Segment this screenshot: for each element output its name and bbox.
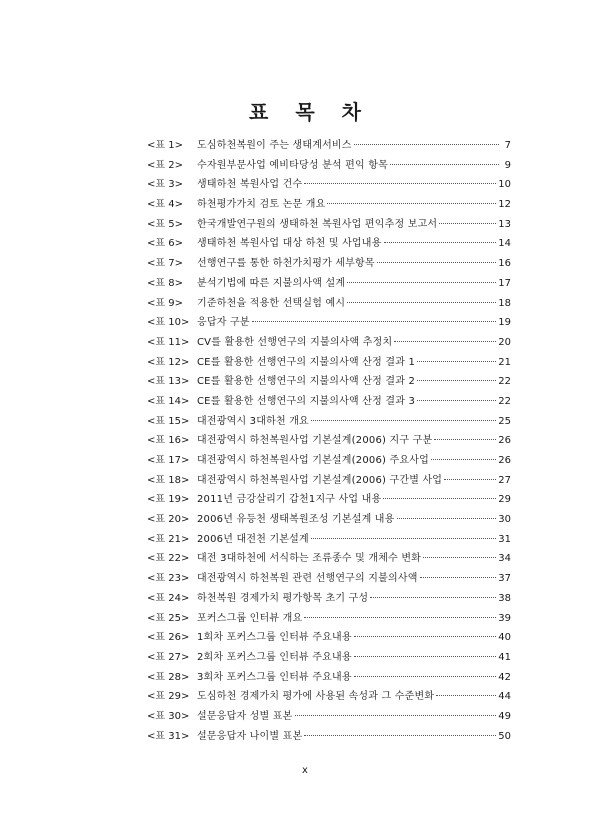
- toc-dot-leader: [384, 242, 497, 243]
- toc-entry-label: <표 28>: [147, 671, 190, 683]
- toc-entry-label: <표 12>: [147, 356, 190, 368]
- toc-entry-label: <표 10>: [147, 317, 190, 329]
- toc-entry-label: <표 1>: [147, 140, 183, 151]
- toc-entry-title: CV를 활용한 선행연구의 지불의사액 추정치: [197, 336, 393, 348]
- toc-entry[interactable]: [147, 372, 511, 392]
- toc-dot-leader: [423, 557, 496, 558]
- toc-entry[interactable]: [147, 333, 511, 353]
- toc-entry[interactable]: [147, 156, 511, 176]
- toc-dot-leader: [347, 302, 496, 303]
- toc-entry-page-number: 50: [498, 730, 511, 742]
- toc-entry-page-number: 31: [498, 533, 511, 545]
- toc-entry-page-number: 26: [498, 435, 511, 447]
- toc-entry-label: <표 24>: [147, 592, 190, 604]
- toc-dot-leader: [354, 676, 497, 677]
- toc-entry[interactable]: [147, 294, 511, 314]
- toc-entry-title: CE를 활용한 선행연구의 지불의사액 산정 결과 2: [197, 376, 416, 388]
- toc-entry-label: <표 30>: [147, 710, 190, 722]
- toc-entry-title: 도심하천복원이 주는 생태계서비스: [197, 140, 352, 151]
- toc-entry-page-number: 16: [498, 258, 511, 270]
- toc-entry-title: 한국개발연구원의 생태하천 복원사업 편익추정 보고서: [197, 218, 438, 230]
- toc-entry[interactable]: [147, 707, 511, 727]
- toc-entry-title: 선행연구를 통한 하천가치평가 세부항목: [197, 258, 375, 270]
- toc-entry-title: 대전광역시 3대하천 개요: [197, 415, 309, 427]
- toc-entry[interactable]: [147, 549, 511, 569]
- toc-dot-leader: [354, 144, 499, 145]
- toc-entry-page-number: 22: [498, 395, 511, 407]
- toc-entry[interactable]: [147, 490, 511, 510]
- toc-entry-page-number: 26: [498, 455, 511, 466]
- toc-entry-page-number: 21: [498, 356, 511, 368]
- toc-entry-title: 포커스그룹 인터뷰 개요: [197, 612, 303, 624]
- toc-entry-title: 대전 3대하천에 서식하는 조류종수 및 개체수 변화: [197, 553, 422, 565]
- toc-entry-label: <표 20>: [147, 514, 190, 526]
- toc-dot-leader: [390, 164, 499, 165]
- toc-entry-page-number: 19: [498, 317, 511, 329]
- toc-entry-label: <표 3>: [147, 179, 183, 191]
- toc-entry-page-number: 41: [498, 651, 511, 663]
- toc-entry[interactable]: [147, 628, 511, 648]
- toc-entry-page-number: 13: [498, 218, 511, 230]
- toc-dot-leader: [394, 341, 496, 342]
- toc-entry-title: 분석기법에 따른 지불의사액 설계: [197, 277, 346, 289]
- toc-dot-leader: [417, 400, 496, 401]
- toc-dot-leader: [383, 498, 496, 499]
- toc-entry[interactable]: [147, 609, 511, 629]
- toc-entry[interactable]: [147, 313, 511, 333]
- toc-entry-title: 대전광역시 하천복원 관련 선행연구의 지불의사액: [197, 573, 418, 585]
- toc-dot-leader: [377, 262, 497, 263]
- toc-entry-label: <표 18>: [147, 474, 190, 486]
- toc-dot-leader: [397, 518, 497, 519]
- toc-entry[interactable]: [147, 175, 511, 195]
- toc-entry-label: <표 11>: [147, 336, 190, 348]
- toc-entry[interactable]: [147, 234, 511, 254]
- toc-entry-title: 생태하천 복원사업 대상 하천 및 사업내용: [197, 238, 382, 250]
- toc-entry[interactable]: [147, 195, 511, 215]
- toc-dot-leader: [311, 538, 496, 539]
- toc-entry-title: 도심하천 경제가치 평가에 사용된 속성과 그 수준변화: [197, 691, 435, 703]
- toc-entry-label: <표 13>: [147, 376, 190, 388]
- toc-entry-page-number: 40: [498, 632, 511, 644]
- toc-dot-leader: [304, 735, 496, 736]
- page-number: x: [302, 765, 308, 776]
- toc-entry-title: 하천평가가치 검토 논문 개요: [197, 199, 326, 211]
- toc-dot-leader: [304, 183, 496, 184]
- toc-entry[interactable]: [147, 274, 511, 294]
- toc-entry-page-number: 18: [498, 297, 511, 309]
- toc-entry-page-number: 22: [498, 376, 511, 388]
- toc-entry-title: 대전광역시 하천복원사업 기본설계(2006) 주요사업: [197, 455, 429, 466]
- toc-entry-label: <표 2>: [147, 159, 183, 171]
- toc-dot-leader: [354, 656, 497, 657]
- toc-entry[interactable]: [147, 215, 511, 235]
- toc-dot-leader: [436, 695, 496, 696]
- toc-entry-label: <표 21>: [147, 533, 190, 545]
- toc-dot-leader: [370, 597, 496, 598]
- toc-entry-label: <표 27>: [147, 651, 190, 663]
- toc-entry-page-number: 42: [498, 671, 511, 683]
- toc-entry-title: 설문응답자 성별 표본: [197, 710, 293, 722]
- toc-entry-title: 수자원부문사업 예비타당성 분석 편익 항목: [197, 159, 388, 171]
- toc-entry-title: 생태하천 복원사업 건수: [197, 179, 303, 191]
- toc-entry-label: <표 8>: [147, 277, 183, 289]
- toc-entry-page-number: 44: [498, 691, 511, 703]
- toc-entry[interactable]: [147, 431, 511, 451]
- toc-dot-leader: [354, 636, 497, 637]
- toc-entry-title: 설문응답자 나이별 표본: [197, 730, 303, 742]
- toc-dot-leader: [444, 479, 496, 480]
- toc-entry-page-number: 20: [498, 336, 511, 348]
- toc-entry-label: <표 7>: [147, 258, 183, 270]
- toc-entry-title: 대전광역시 하천복원사업 기본설계(2006) 구간별 사업: [197, 474, 443, 486]
- toc-entry[interactable]: [147, 727, 511, 747]
- toc-entry[interactable]: [147, 569, 511, 589]
- toc-entry-label: <표 31>: [147, 730, 190, 742]
- toc-entry-page-number: 10: [498, 179, 511, 191]
- toc-entry[interactable]: [147, 589, 511, 609]
- page-title: 표 목 차: [249, 100, 371, 124]
- toc-entry-page-number: 38: [498, 592, 511, 604]
- toc-entry-title: CE를 활용한 선행연구의 지불의사액 산정 결과 1: [197, 356, 416, 368]
- toc-entry-title: 3회차 포커스그룹 인터뷰 주요내용: [197, 671, 352, 683]
- toc-entry-label: <표 14>: [147, 395, 190, 407]
- toc-entry-label: <표 4>: [147, 199, 183, 211]
- toc-dot-leader: [311, 420, 496, 421]
- toc-entry[interactable]: [147, 353, 511, 373]
- toc-dot-leader: [434, 439, 496, 440]
- toc-entry-label: <표 5>: [147, 218, 183, 230]
- toc-entry-title: 2회차 포커스그룹 인터뷰 주요내용: [197, 651, 352, 663]
- toc-entry-title: 하천복원 경제가치 평가항목 초기 구성: [197, 592, 369, 604]
- toc-entry-label: <표 19>: [147, 494, 190, 506]
- toc-dot-leader: [252, 321, 497, 322]
- toc-entry-page-number: 17: [498, 277, 511, 289]
- toc-entry-page-number: 29: [498, 494, 511, 506]
- toc-entry-page-number: 49: [498, 710, 511, 722]
- toc-entry-page-number: 30: [498, 514, 511, 526]
- toc-entry-title: 1회차 포커스그룹 인터뷰 주요내용: [197, 632, 352, 644]
- toc-dot-leader: [304, 617, 496, 618]
- toc-entry-title: 응답자 구분: [197, 317, 250, 329]
- toc-dot-leader: [295, 715, 497, 716]
- toc-entry[interactable]: [147, 510, 511, 530]
- toc-entry-label: <표 9>: [147, 297, 183, 309]
- toc-entry-label: <표 29>: [147, 691, 190, 703]
- table-of-contents-list: [147, 136, 511, 746]
- toc-entry-page-number: 9: [504, 159, 511, 171]
- toc-entry-page-number: 12: [498, 199, 511, 211]
- toc-entry-label: <표 26>: [147, 632, 190, 644]
- toc-entry-title: CE를 활용한 선행연구의 지불의사액 산정 결과 3: [197, 395, 416, 407]
- toc-entry-page-number: 14: [498, 238, 511, 250]
- toc-entry-label: <표 16>: [147, 435, 190, 447]
- toc-entry[interactable]: [147, 392, 511, 412]
- toc-dot-leader: [327, 203, 496, 204]
- toc-entry[interactable]: [147, 648, 511, 668]
- toc-entry-title: 2006년 유등천 생태복원조성 기본설계 내용: [197, 514, 395, 526]
- toc-entry[interactable]: [147, 451, 511, 471]
- toc-dot-leader: [420, 577, 497, 578]
- toc-dot-leader: [417, 361, 496, 362]
- toc-dot-leader: [431, 459, 496, 460]
- toc-entry-title: 2011년 금강살리기 갑천1지구 사업 내용: [197, 494, 382, 506]
- toc-entry[interactable]: [147, 530, 511, 550]
- toc-entry-title: 기준하천을 적용한 선택실험 예시: [197, 297, 346, 309]
- toc-entry[interactable]: [147, 668, 511, 688]
- toc-entry-label: <표 15>: [147, 415, 190, 427]
- toc-entry-page-number: 37: [498, 573, 511, 585]
- toc-entry-label: <표 6>: [147, 238, 183, 250]
- toc-entry-label: <표 25>: [147, 612, 190, 624]
- toc-entry[interactable]: [147, 687, 511, 707]
- toc-entry-title: 2006년 대전천 기본설계: [197, 533, 309, 545]
- toc-dot-leader: [347, 282, 496, 283]
- toc-dot-leader: [417, 380, 496, 381]
- toc-entry-page-number: 25: [498, 415, 511, 427]
- toc-entry[interactable]: [147, 412, 511, 432]
- toc-entry-label: <표 17>: [147, 455, 190, 466]
- toc-entry[interactable]: [147, 471, 511, 491]
- toc-entry[interactable]: [147, 136, 511, 156]
- toc-entry-label: <표 23>: [147, 573, 190, 585]
- toc-entry-page-number: 34: [498, 553, 511, 565]
- toc-entry-page-number: 27: [498, 474, 511, 486]
- toc-entry[interactable]: [147, 254, 511, 274]
- toc-entry-page-number: 39: [498, 612, 511, 624]
- toc-entry-label: <표 22>: [147, 553, 190, 565]
- toc-dot-leader: [439, 223, 496, 224]
- toc-entry-title: 대전광역시 하천복원사업 기본설계(2006) 지구 구분: [197, 435, 433, 447]
- toc-entry-page-number: 7: [504, 140, 511, 151]
